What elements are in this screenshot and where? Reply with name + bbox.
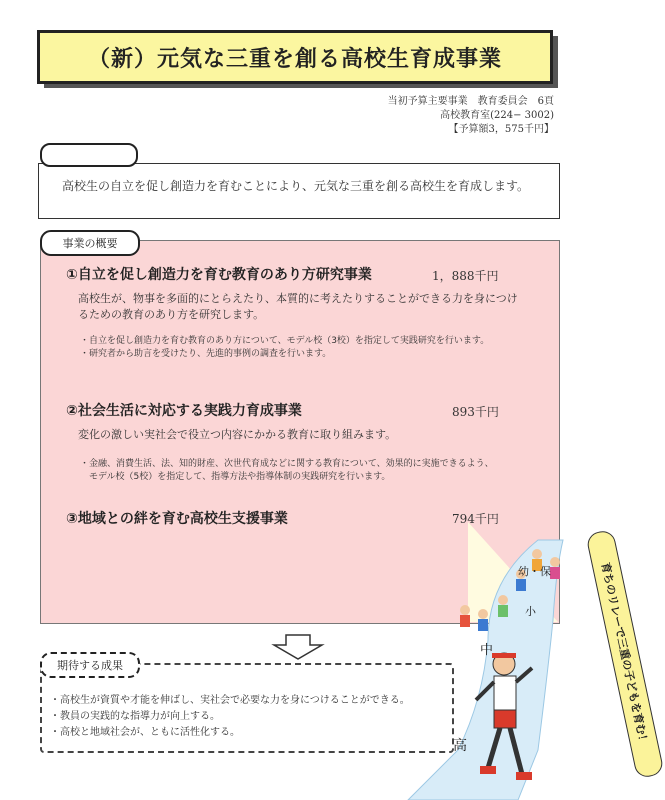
section-2-title: ②社会生活に対応する実践力育成事業	[66, 403, 302, 419]
outcomes-tab: 期待する成果	[40, 652, 140, 678]
budget-meta	[388, 95, 554, 137]
stage-label-junior-high: 中	[480, 643, 494, 658]
section-1-amount: 1，888千円	[432, 269, 499, 283]
section-2-description: 変化の激しい実社会で役立つ内容にかかる教育に取り組みます。	[78, 428, 397, 441]
outcome-item-3: ・高校と地域社会が、ともに活性化する。	[50, 727, 240, 738]
outcome-item-2: ・教員の実践的な指導力が向上する。	[50, 711, 220, 722]
section-2-bullet-1: ・金融、消費生活、法、知的財産、次世代育成などに関する教育について、効果的に実施できるよう、	[80, 459, 494, 469]
section-1-title: ①自立を促し創造力を育む教育のあり方研究事業	[66, 267, 372, 283]
meta-line-2: 高校教育室(224− 3002)	[440, 110, 554, 121]
stage-label-high-school: 高	[453, 738, 467, 754]
runner-figure-image	[470, 650, 540, 790]
stage-label-elementary: 小	[525, 605, 536, 618]
down-arrow-icon	[272, 634, 324, 660]
title-banner	[37, 30, 553, 84]
section-3-amount: 794千円	[452, 512, 499, 526]
meta-line-3: 【予算額3，575千円】	[448, 124, 554, 135]
page-title: （新）元気な三重を創る高校生育成事業	[87, 46, 502, 72]
section-3-title: ③地域との絆を育む高校生支援事業	[66, 511, 288, 527]
purpose-text: 高校生の自立を促し創造力を育むことにより、元気な三重を創る高校生を育成します。	[62, 179, 530, 193]
section-1-bullet-2: ・研究者から助言を受けたり、先進的事例の調査を行います。	[80, 349, 332, 359]
relay-banner: 育ちのリレーで三重の子どもを育む！	[585, 529, 664, 779]
section-2-amount: 893千円	[452, 405, 499, 419]
section-2-bullet-2: モデル校（5校）を指定して、指導方法や指導体制の実践研究を行います。	[80, 472, 391, 482]
outcome-item-1: ・高校生が資質や才能を伸ばし、実社会で必要な力を身につけることができる。	[50, 695, 410, 706]
purpose-tab	[40, 143, 138, 167]
stage-label-preschool: 幼・保	[518, 565, 551, 578]
section-1-bullet-1: ・自立を促し創造力を育む教育のあり方について、モデル校（3校）を指定して実践研究を行います。	[80, 336, 490, 346]
meta-line-1: 当初予算主要事業 教育委員会 6頁	[387, 96, 554, 107]
overview-tab: 事業の概要	[40, 230, 140, 256]
section-1-description: 高校生が、物事を多面的にとらえたり、本質的に考えたりすることができる力を身につけるための教育のあり方を研究します。	[78, 292, 518, 321]
children-figures-image	[445, 540, 575, 640]
